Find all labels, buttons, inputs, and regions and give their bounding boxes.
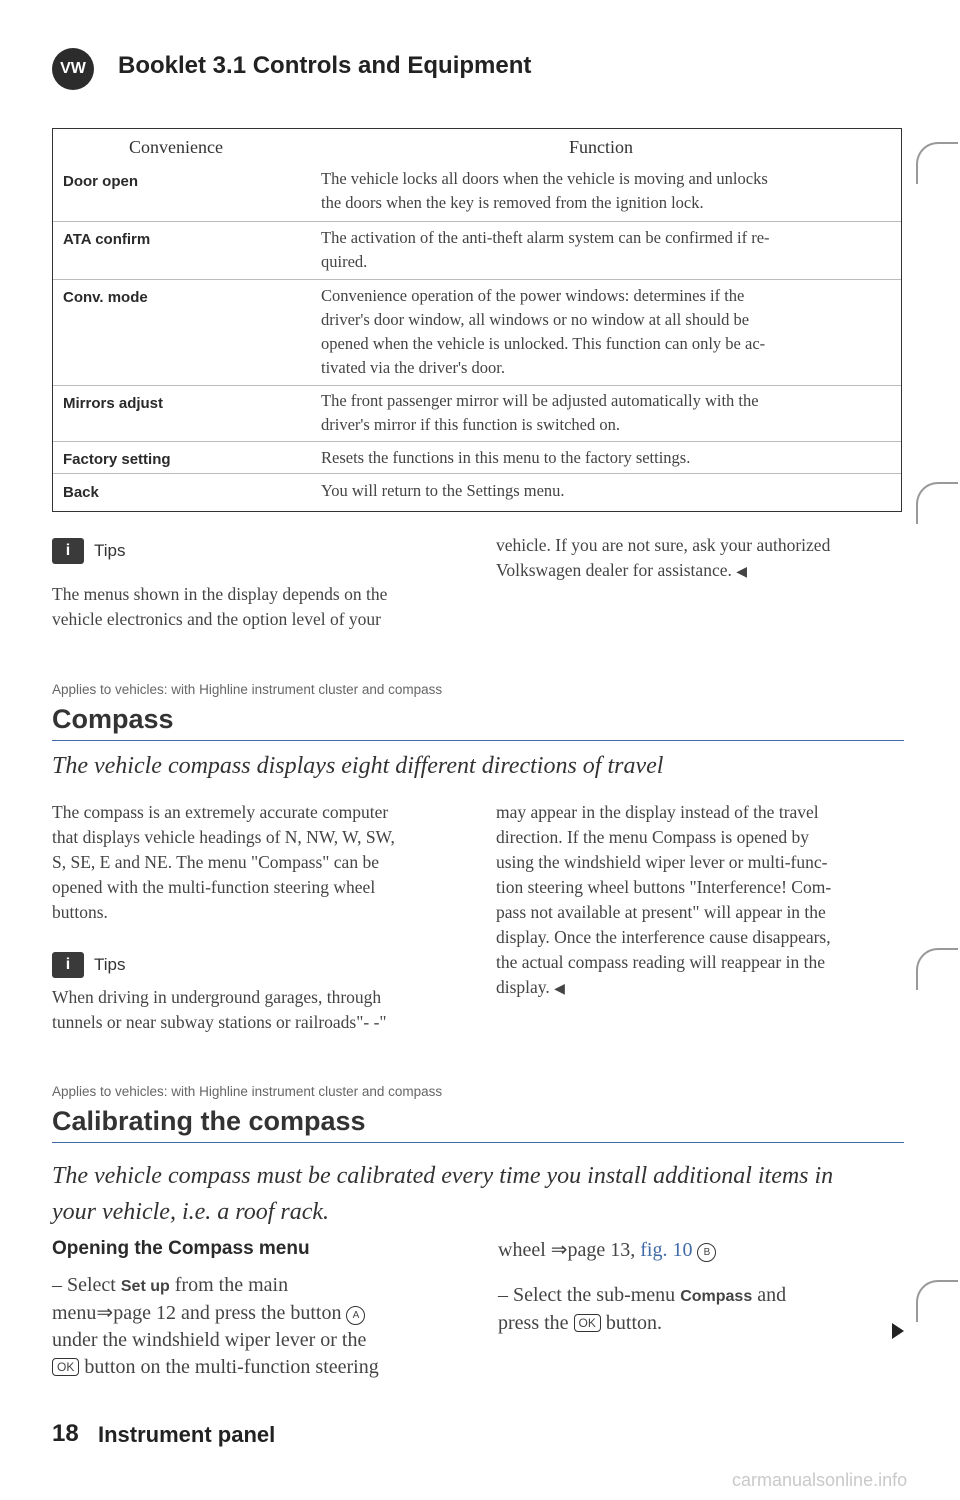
tips-label: Tips [94,955,126,974]
section-subtitle: The vehicle compass must be calibrated every time you install additional items in your vehicle, i.e. a roof rack. [52,1163,834,1225]
table-row-label: Door open [63,173,138,190]
applies-note: Applies to vehicles: with Highline instrument cluster and compass [52,682,443,697]
compass-text-left: The compass is an extremely accurate computer that displays vehicle headings of N, NW, W, SW, S, SE, E and NE. The menu "Compass" can be opened with the multi-function steering wheel buttons. [52,802,395,922]
table-row-label: Back [63,484,99,501]
tips-block [52,538,126,564]
table-header-convenience: Convenience [129,137,223,157]
section-title-compass: Compass [52,704,174,734]
table-row-text: The vehicle locks all doors when the vehicle is moving and unlocks the doors when the key is removed from the ignition lock. [321,169,768,212]
continue-arrow-icon [892,1323,904,1339]
step-select-compass: wheel ⇒page 13, fig. 10 B – Select the sub-menu Compass and press the OK button. [498,1239,787,1334]
button-b-icon: B [697,1243,716,1262]
margin-tab-decoration [916,948,958,990]
table-row-label: ATA confirm [63,231,151,248]
footer-section-label: Instrument panel [98,1422,276,1447]
table-row-label: Mirrors adjust [63,395,164,412]
table-row-text: The activation of the anti-theft alarm system can be confirmed if re- quired. [321,228,770,271]
tips-block [52,952,126,978]
table-row-label: Conv. mode [63,289,148,306]
button-a-icon: A [346,1306,365,1325]
section-divider [52,1142,904,1143]
figure-link[interactable]: fig. 10 [640,1239,693,1261]
tips-label: Tips [94,541,126,560]
section-subtitle: The vehicle compass displays eight different directions of travel [52,753,664,779]
table-header-function: Function [569,137,634,157]
info-icon: i [52,538,84,564]
applies-note: Applies to vehicles: with Highline instrument cluster and compass [52,1084,443,1099]
watermark: carmanualsonline.info [732,1470,908,1490]
tips-text-right: vehicle. If you are not sure, ask your authorized Volkswagen dealer for assistance. ◀ [496,535,831,580]
compass-text-right: may appear in the display instead of the travel direction. If the menu Compass is opened by using the windshield wiper lever or multi-func- tion steering wheel buttons "Interference! Com- pass not available at present" will appear in the display. Once the interference cause disappears, the actual compass reading will reappear in the display. ◀ [496,802,832,997]
page-number: 18 [52,1420,79,1447]
ok-button-icon: OK [52,1358,79,1376]
convenience-table [52,128,902,512]
section-divider [52,740,904,741]
margin-tab-decoration [916,142,958,184]
table-row-text: The front passenger mirror will be adjusted automatically with the driver's mirror if this function is switched on. [321,391,759,434]
end-marker-icon: ◀ [554,980,565,996]
table-row-text: Convenience operation of the power windows: determines if the driver's door window, all windows or no window at all should be opened when the vehicle is unlocked. This function can only be ac- tivated via the driver's door. [321,286,766,377]
section-title-calibrating: Calibrating the compass [52,1106,366,1136]
page-header-title: Booklet 3.1 Controls and Equipment [118,52,532,79]
tips-text-left: The menus shown in the display depends on the vehicle electronics and the option level of your [52,584,388,629]
end-marker-icon: ◀ [736,563,748,579]
step-select-setup: – Select Set up from the main menu⇒page 12 and press the button A under the windshield wiper lever or the OK button on the multi-function steering [52,1274,379,1378]
sub-heading-opening-compass-menu: Opening the Compass menu [52,1238,310,1259]
table-row-text: Resets the functions in this menu to the factory settings. [321,448,691,467]
compass-tips-text: When driving in underground garages, through tunnels or near subway stations or railroads"- -" [52,987,387,1032]
vw-logo: VW [52,48,94,90]
table-row-label: Factory setting [63,451,171,468]
ok-button-icon: OK [574,1314,601,1332]
table-row-text: You will return to the Settings menu. [321,481,565,500]
info-icon: i [52,952,84,978]
margin-tab-decoration [916,482,958,524]
margin-tab-decoration [916,1280,958,1322]
